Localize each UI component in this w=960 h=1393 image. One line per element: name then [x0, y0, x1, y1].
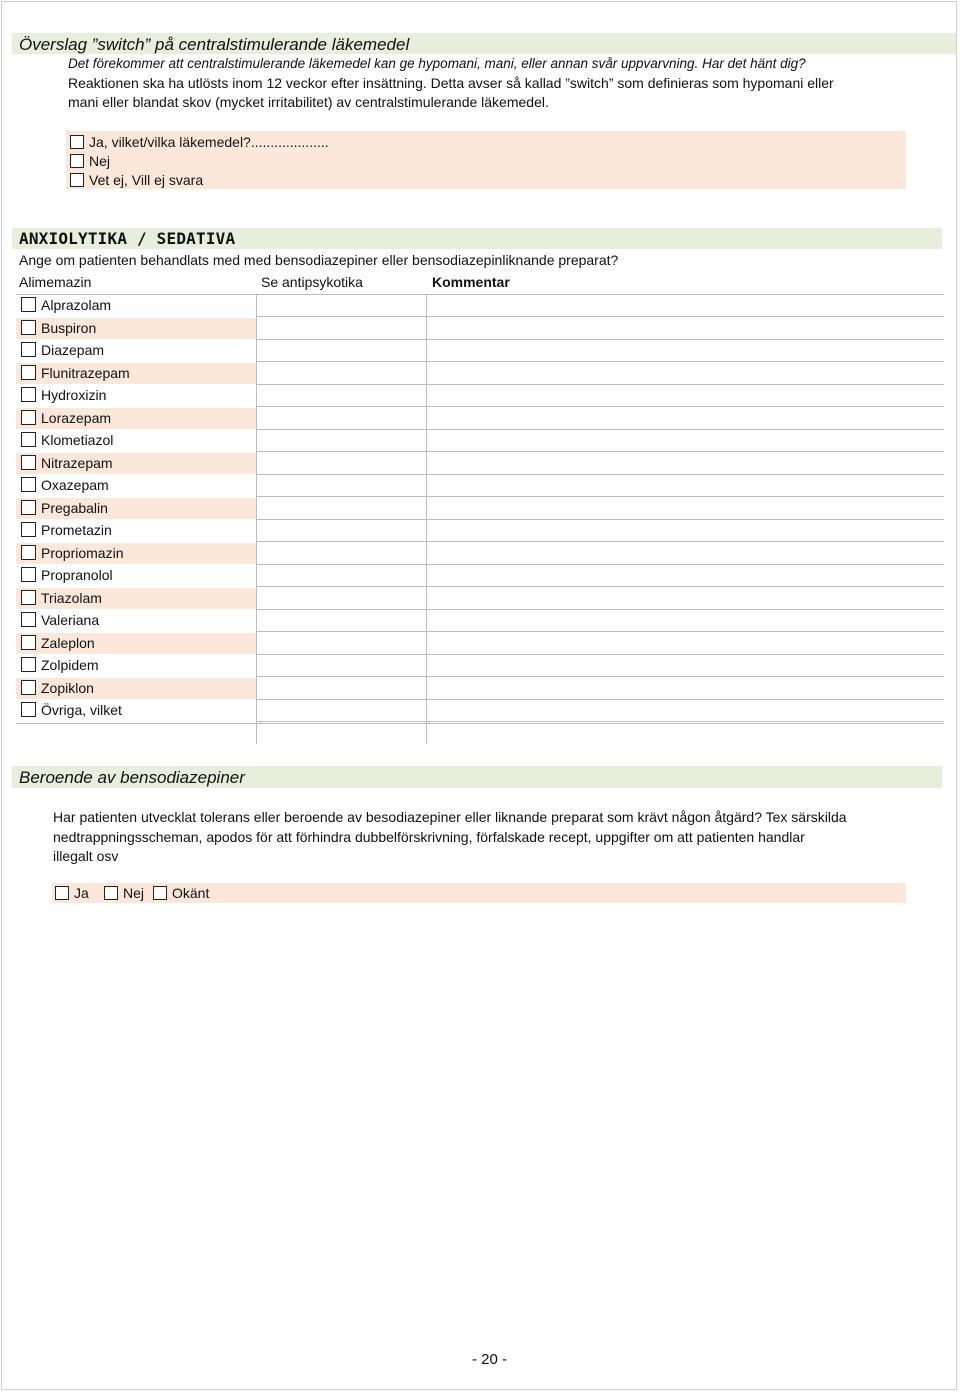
- medication-checkbox[interactable]: [21, 590, 36, 605]
- medication-checkbox[interactable]: [21, 522, 36, 537]
- medication-row[interactable]: [16, 475, 256, 496]
- medication-checkbox[interactable]: [21, 387, 36, 402]
- switch-option-ja[interactable]: [70, 133, 329, 152]
- checkbox-beroende-okant[interactable]: [153, 886, 167, 900]
- table-row-line: [256, 474, 944, 475]
- medication-label: Klometiazol: [41, 432, 114, 448]
- table-row-line: [256, 406, 944, 407]
- checkbox-beroende-ja[interactable]: [55, 886, 69, 900]
- medication-label: Alprazolam: [41, 297, 112, 313]
- medication-checkbox[interactable]: [21, 567, 36, 582]
- table-row-line: [256, 316, 944, 317]
- beroende-option-nej-label: Nej: [123, 885, 145, 901]
- checkbox-ja[interactable]: [70, 135, 84, 149]
- beroende-question: [53, 808, 933, 867]
- medication-checkbox[interactable]: [21, 342, 36, 357]
- medication-checkbox[interactable]: [21, 657, 36, 672]
- medication-row[interactable]: [16, 610, 256, 631]
- table-row-line: [256, 496, 944, 497]
- table-row-line: [256, 384, 944, 385]
- table-row-line: [256, 429, 944, 430]
- medication-checkbox[interactable]: [21, 455, 36, 470]
- medication-row[interactable]: [16, 700, 256, 721]
- medication-row[interactable]: [16, 318, 256, 339]
- column-header-se-antipsykotika: Se antipsykotika: [261, 274, 363, 290]
- table-row-line: [256, 361, 944, 362]
- medication-checkbox[interactable]: [21, 297, 36, 312]
- medication-label: Zopiklon: [41, 679, 94, 696]
- table-extra-row-line: [16, 723, 944, 724]
- checkbox-nej[interactable]: [70, 154, 84, 168]
- switch-section-header: [12, 33, 956, 54]
- table-row-line: [256, 676, 944, 677]
- page-number: - 20 -: [472, 1351, 508, 1368]
- medication-row[interactable]: [16, 340, 256, 361]
- medication-checkbox[interactable]: [21, 635, 36, 650]
- medication-checkbox[interactable]: [21, 680, 36, 695]
- medication-label: Valeriana: [41, 612, 100, 628]
- medication-label: Propriomazin: [41, 544, 124, 561]
- switch-option-nej[interactable]: [70, 152, 110, 171]
- column-header-alimemazin: Alimemazin: [19, 274, 92, 290]
- medication-label: Zaleplon: [41, 634, 95, 651]
- medication-label: Övriga, vilket: [41, 702, 122, 718]
- switch-intro: [68, 54, 948, 113]
- switch-intro-line3: mani eller blandat skov (mycket irritabilitet) av centralstimulerande läkemedel.: [68, 94, 549, 110]
- table-row-line: [256, 654, 944, 655]
- medication-label: Propranolol: [41, 567, 113, 583]
- beroende-option-nej[interactable]: [104, 884, 144, 903]
- switch-option-vet-ej[interactable]: [70, 171, 203, 190]
- medication-checkbox[interactable]: [21, 477, 36, 492]
- beroende-question-line2: nedtrappningsscheman, apodos för att förhindra dubbelförskrivning, förfalskade recept, uppgifter om att patienten handlar: [53, 828, 805, 845]
- medication-checkbox[interactable]: [21, 410, 36, 425]
- beroende-option-ja-label: Ja: [74, 885, 89, 901]
- switch-intro-line2: Reaktionen ska ha utlösts inom 12 veckor efter insättning. Detta avser så kallad ”switch” som definieras som hypomani eller: [68, 74, 834, 91]
- medication-row[interactable]: [16, 678, 256, 699]
- beroende-question-line3: illegalt osv: [53, 848, 119, 864]
- table-row-line: [256, 564, 944, 565]
- beroende-option-okant-label: Okänt: [172, 885, 210, 901]
- medication-checkbox[interactable]: [21, 702, 36, 717]
- medication-row[interactable]: [16, 498, 256, 519]
- anxiolytika-instruction: Ange om patienten behandlats med med bensodiazepiner eller bensodiazepinliknande preparat?: [19, 252, 619, 268]
- table-row-line: [256, 699, 944, 700]
- medication-checkbox[interactable]: [21, 365, 36, 380]
- medication-row[interactable]: [16, 655, 256, 676]
- anxiolytika-section-header: [12, 228, 942, 249]
- table-row-line: [256, 541, 944, 542]
- medication-row[interactable]: [16, 588, 256, 609]
- medication-row[interactable]: [16, 565, 256, 586]
- checkbox-beroende-nej[interactable]: [104, 886, 118, 900]
- switch-option-vet-ej-label: Vet ej, Vill ej svara: [89, 172, 204, 188]
- column-header-kommentar: Kommentar: [432, 274, 510, 290]
- medication-label: Triazolam: [41, 589, 102, 606]
- medication-row[interactable]: [16, 543, 256, 564]
- table-row-line: [256, 339, 944, 340]
- beroende-section-title: Beroende av bensodiazepiner: [19, 768, 245, 787]
- medication-row[interactable]: [16, 363, 256, 384]
- medication-checkbox[interactable]: [21, 612, 36, 627]
- table-row-line: [256, 451, 944, 452]
- medication-checkbox[interactable]: [21, 320, 36, 335]
- table-row-line: [256, 519, 944, 520]
- medication-label: Nitrazepam: [41, 454, 113, 471]
- table-row-line: [256, 609, 944, 610]
- beroende-option-ja[interactable]: [55, 884, 89, 903]
- switch-option-nej-label: Nej: [89, 153, 111, 169]
- medication-label: Prometazin: [41, 522, 112, 538]
- medication-label: Diazepam: [41, 342, 105, 358]
- medication-label: Flunitrazepam: [41, 364, 130, 381]
- beroende-question-line1: Har patienten utvecklat tolerans eller beroende av besodiazepiner eller liknande preparat som krävt någon åtgärd? Tex särskilda: [53, 809, 847, 825]
- beroende-option-okant[interactable]: [153, 884, 209, 903]
- medication-label: Zolpidem: [41, 657, 99, 673]
- switch-section-title: Överslag ”switch” på centralstimulerande läkemedel: [19, 35, 410, 54]
- table-row-line: [256, 631, 944, 632]
- medication-row[interactable]: [16, 520, 256, 541]
- medication-label: Lorazepam: [41, 409, 112, 426]
- medication-checkbox[interactable]: [21, 545, 36, 560]
- medication-label: Buspiron: [41, 319, 97, 336]
- document-page: [1, 1, 957, 1390]
- medication-row[interactable]: [16, 385, 256, 406]
- medication-row[interactable]: [16, 295, 256, 316]
- medication-row[interactable]: [16, 408, 256, 429]
- medication-row[interactable]: [16, 633, 256, 654]
- medication-checkbox[interactable]: [21, 500, 36, 515]
- beroende-section-header: [12, 766, 942, 788]
- medication-label: Oxazepam: [41, 477, 109, 493]
- medication-label: Hydroxizin: [41, 387, 107, 403]
- medication-checkbox[interactable]: [21, 432, 36, 447]
- checkbox-vet-ej[interactable]: [70, 173, 84, 187]
- anxiolytika-section-title: ANXIOLYTIKA / SEDATIVA: [19, 229, 236, 248]
- switch-intro-line1: Det förekommer att centralstimulerande läkemedel kan ge hypomani, mani, eller annan svår uppvarvning. Har det hänt dig?: [68, 56, 806, 71]
- medication-row[interactable]: [16, 430, 256, 451]
- medication-row[interactable]: [16, 453, 256, 474]
- switch-option-ja-label: Ja, vilket/vilka läkemedel?....................: [89, 134, 329, 150]
- medication-label: Pregabalin: [41, 499, 108, 516]
- table-row-line: [256, 586, 944, 587]
